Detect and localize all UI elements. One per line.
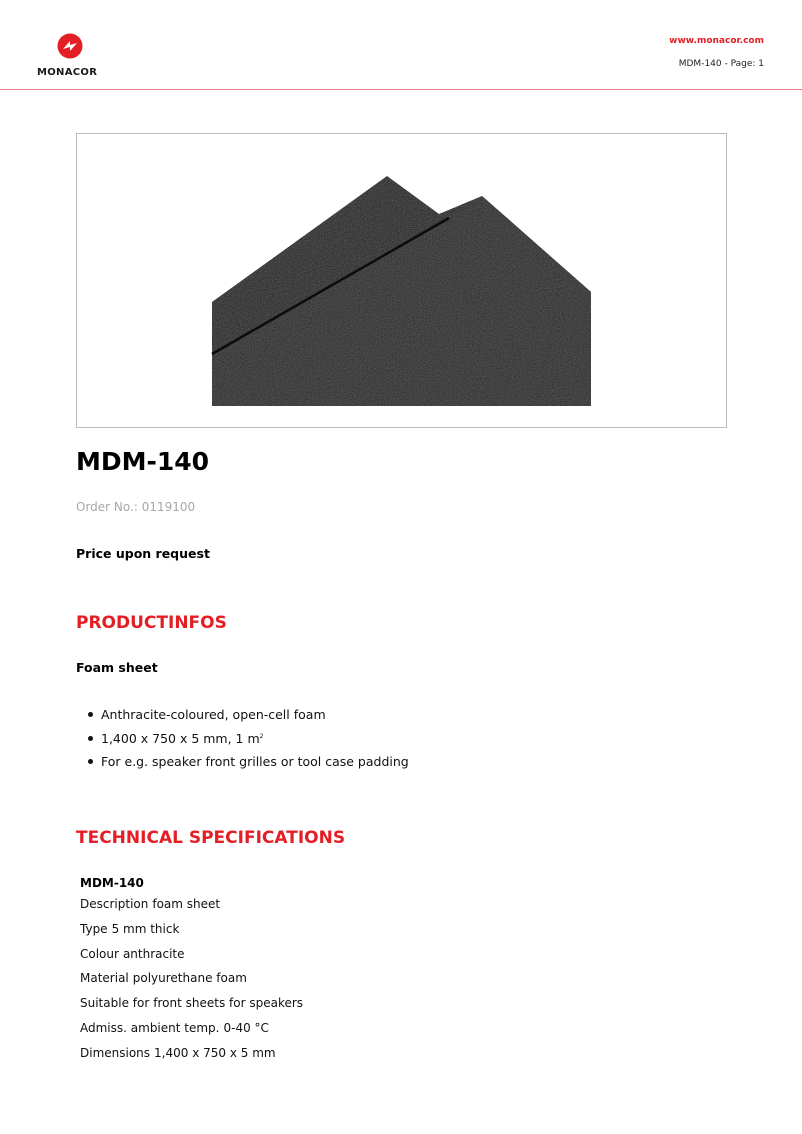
tech-specs-heading: TECHNICAL SPECIFICATIONS	[76, 828, 346, 848]
spec-label: Dimensions	[80, 1045, 151, 1060]
spec-label: Admiss. ambient temp.	[80, 1020, 220, 1035]
spec-value: foam sheet	[152, 897, 221, 911]
spec-value: 0-40 °C	[223, 1020, 269, 1035]
spec-row	[80, 994, 303, 1019]
feature-item: For e.g. speaker front grilles or tool case padding	[87, 753, 409, 777]
productinfos-heading: PRODUCTINFOS	[76, 613, 227, 633]
feature-list	[87, 706, 409, 777]
spec-label: Colour	[80, 946, 119, 961]
spec-label: Description	[80, 897, 149, 911]
spec-table	[80, 874, 303, 1069]
spec-row	[80, 920, 303, 945]
page-header	[0, 0, 802, 90]
spec-row	[80, 969, 303, 994]
spec-label: Material	[80, 971, 129, 986]
product-image-frame	[76, 133, 727, 428]
feature-item: 1,400 x 750 x 5 mm, 1 $m^2$	[87, 730, 409, 754]
superscript: 2	[259, 732, 264, 740]
page-info: MDM-140 - Page: 1	[678, 59, 764, 69]
spec-value: polyurethane foam	[132, 971, 247, 986]
monacor-logo-icon	[57, 33, 83, 59]
logo-text: MONACOR	[37, 67, 98, 78]
spec-row	[80, 1019, 303, 1044]
product-title: MDM-140	[76, 447, 210, 476]
spec-value: front sheets for speakers	[153, 996, 304, 1011]
spec-row	[80, 1044, 303, 1069]
monacor-logo[interactable]	[37, 33, 107, 83]
spec-value: anthracite	[122, 946, 185, 961]
spec-value: 1,400 x 750 x 5 mm	[154, 1045, 276, 1060]
spec-label: Type	[80, 921, 108, 936]
order-number: Order No.: 0119100	[76, 500, 196, 514]
product-subheading: Foam sheet	[76, 660, 158, 675]
product-image	[77, 134, 728, 429]
spec-label: Suitable for	[80, 996, 150, 1011]
feature-item: Anthracite-coloured, open-cell foam	[87, 706, 409, 730]
price-label: Price upon request	[76, 546, 210, 561]
spec-row	[80, 945, 303, 970]
spec-row	[80, 895, 303, 920]
spec-value: 5 mm thick	[111, 921, 180, 936]
website-link[interactable]: www.monacor.com	[669, 36, 764, 46]
spec-model: MDM-140	[80, 876, 144, 890]
